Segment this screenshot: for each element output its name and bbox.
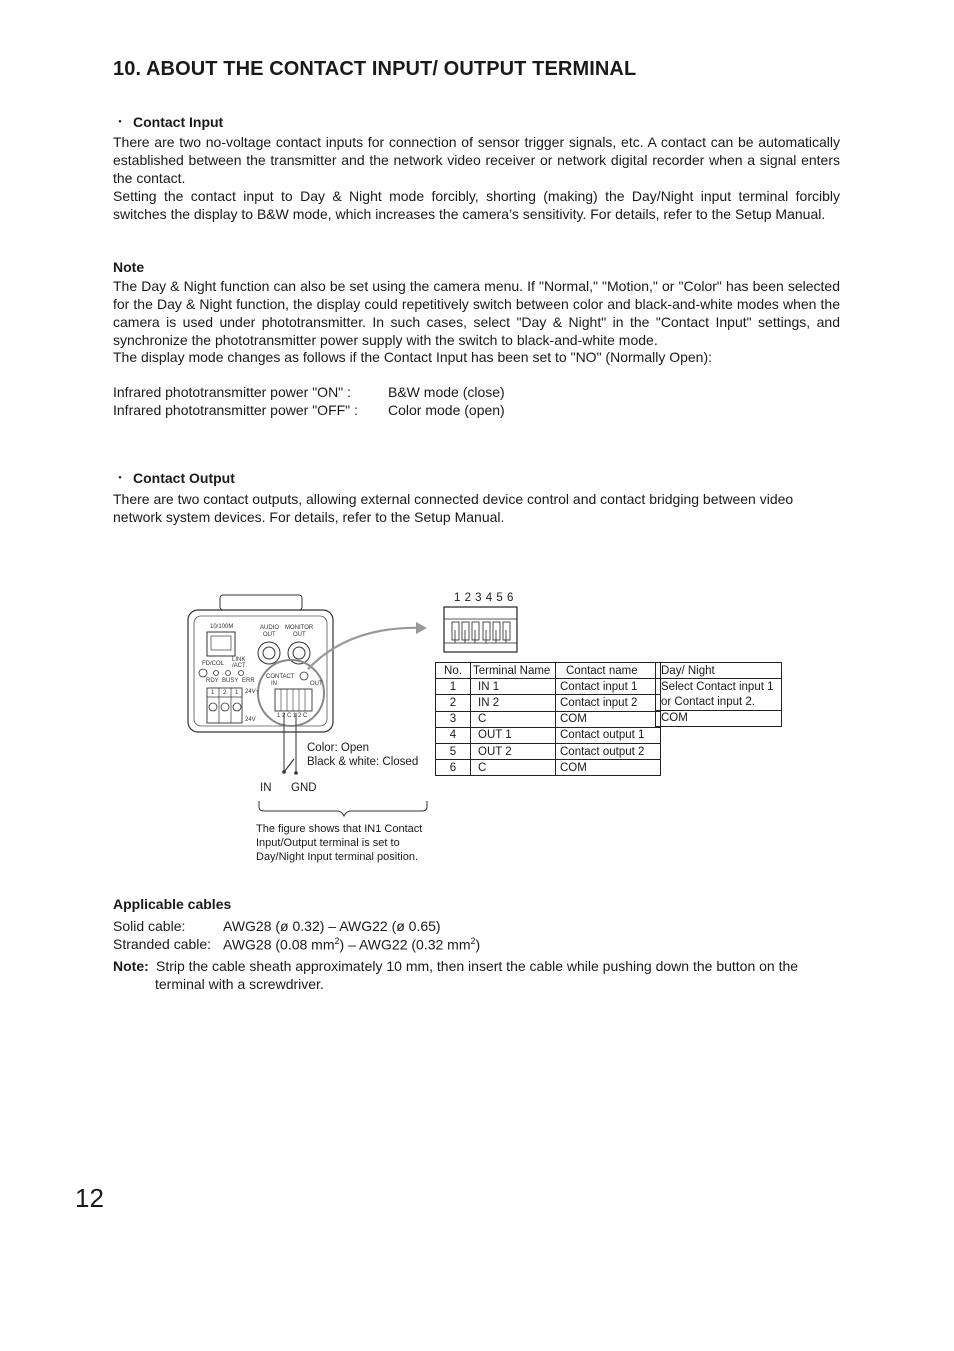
cell-terminal: C [471,711,556,727]
cable-note-label: Note: [113,958,149,974]
lan-port-inner [211,636,231,650]
table-row [436,743,661,759]
cable-note-text-1: Strip the cable sheath approximately 10 mm, then insert the cable while pushing down the button on the [156,958,799,974]
err-led [239,671,244,676]
label-lan: 10/100M [210,624,234,630]
gnd-label: GND [291,782,317,794]
label-link-1: LINK [232,657,246,663]
table-row [436,679,661,695]
label-24vac: 24V~ [245,689,260,695]
figure-caption [256,822,422,864]
camera-rear-panel-diagram [180,585,470,825]
label-24vdc: 24V [245,717,256,723]
monitor-out-jack-inner [293,647,305,659]
contact-input-para-2: Setting the contact input to Day & Night mode forcibly, shorting (making) the Day/Night input terminal forcibly switches the display to B&W mode, which increases the camera’s sensitivity. For details, refer to the Setup Manual. [113,188,840,222]
ir-on-value: B&W mode (close) [388,384,505,400]
stranded-cable-value [223,936,480,953]
fdcol-button [199,669,207,677]
cell-contact: Contact input 1 [556,679,661,695]
label-err: ERR [242,678,255,684]
contact-input-heading [113,112,223,132]
label-contact: CONTACT [266,674,295,680]
table-row [436,760,661,776]
stranded-c: ) [475,936,481,953]
label-pwr-3: 1 [235,690,239,696]
day-night-table [655,662,782,727]
dn-header: Day/ Night [656,663,782,679]
bullet: ・ [113,114,127,130]
ir-off-value: Color mode (open) [388,402,505,418]
note-text-2: The display mode changes as follows if the Contact Input has been set to "NO" (Normally Open): [113,349,713,365]
label-in: IN [271,681,277,687]
cell-no: 1 [436,679,471,695]
switch-lever [284,759,294,772]
label-pwr-1: 1 [211,690,215,696]
label-audio-1: AUDIO [260,625,280,631]
caption-line-2: Input/Output terminal is set to [256,837,400,849]
cell-terminal: C [471,760,556,776]
label-out: OUT [310,681,323,687]
dn-com: COM [656,710,782,726]
superscript: 2 [334,936,340,946]
ir-off-label: Infrared phototransmitter power "OFF" : [113,402,358,418]
note-text: The Day & Night function can also be set using the camera menu. If "Normal," "Motion," or "Color" has been selected for the Day & Night function, the display could repetitively switch between color and black-and-white modes when the camera is used under phototransmitter. In such cases, select "Day & Night" in the "Contact Input" settings, and synchronize the phototransmitter power supply with the switch to black-and-white mode. [113,278,840,348]
solid-cable-value: AWG28 (ø 0.32) – AWG22 (ø 0.65) [223,918,441,934]
label-monitor-1: MONITOR [285,625,314,631]
label-rdy: RDY [206,678,219,684]
label-monitor-2: OUT [293,632,306,638]
table-row [436,695,661,711]
contact-terminal-block [275,689,312,711]
caption-line-1: The figure shows that IN1 Contact [256,823,423,835]
label-pins: 1 2 C 1 2 C [277,713,308,719]
cell-terminal: OUT 1 [471,727,556,743]
terminal-block-enlarged [443,606,519,654]
cell-no: 6 [436,760,471,776]
cables-title: Applicable cables [113,896,232,912]
cell-contact: Contact output 1 [556,727,661,743]
cell-contact: COM [556,760,661,776]
audio-out-jack-inner [263,647,275,659]
label-link-2: /ACT [232,663,246,669]
cable-note-text-2: terminal with a screwdriver. [155,976,324,992]
caption-line-3: Day/Night Input terminal position. [256,851,419,863]
cell-terminal: IN 1 [471,679,556,695]
color-open-label: Color: Open [307,742,370,754]
label-pwr-2: 2 [223,690,227,696]
cell-no: 4 [436,727,471,743]
bw-closed-label: Black & white: Closed [307,756,419,768]
page-heading: 10. ABOUT THE CONTACT INPUT/ OUTPUT TERMINAL [113,58,637,80]
note-title: Note [113,259,145,275]
cell-no: 2 [436,695,471,711]
stranded-cable-label: Stranded cable: [113,936,212,952]
th-no: No. [436,663,471,679]
zoom-arrow-head [416,622,427,634]
terminal-table [435,662,661,776]
contact-button [300,672,308,680]
cell-terminal: OUT 2 [471,743,556,759]
label-busy: BUSY [222,678,239,684]
cell-no: 3 [436,711,471,727]
th-terminal-name: Terminal Name [471,663,556,679]
rdy-led [214,671,219,676]
camera-top-mount [220,595,302,610]
th-contact-name: Contact name [556,663,661,679]
label-audio-2: OUT [263,632,276,638]
audio-out-jack [258,642,280,664]
cell-contact: Contact output 2 [556,743,661,759]
page-number: 12 [75,1183,104,1213]
stranded-a: AWG28 (0.08 mm [223,936,335,953]
superscript: 2 [470,936,476,946]
zoom-arrow [308,628,425,669]
cell-contact: COM [556,711,661,727]
table-header-row [436,663,661,679]
ir-on-label: Infrared phototransmitter power "ON" : [113,384,351,400]
stranded-b: ) – AWG22 (0.32 mm [339,936,471,953]
busy-led [226,671,231,676]
contact-output-text: There are two contact outputs, allowing external connected device control and contact bridging between video network system devices. For details, refer to the Setup Manual. [113,491,794,525]
contact-output-heading [113,468,235,488]
cell-contact: Contact input 2 [556,695,661,711]
brace [259,801,427,816]
solid-cable-label: Solid cable: [113,918,186,934]
cell-terminal: IN 2 [471,695,556,711]
dn-select-1: Select Contact input 1 [656,679,782,695]
contact-input-para-1: There are two no-voltage contact inputs for connection of sensor trigger signals, etc. A contact can be automatically established between the transmitter and the network video receiver or network digital recorder when a signal enters the contact. [113,134,840,186]
bullet: ・ [113,470,127,486]
table-row [436,727,661,743]
in-label: IN [260,782,272,794]
dn-select-2: or Contact input 2. [656,694,782,710]
contact-output-title: Contact Output [133,470,235,486]
cell-no: 5 [436,743,471,759]
table-row [436,711,661,727]
contact-input-title: Contact Input [133,114,224,130]
label-fdcol: FD/COL [202,661,225,667]
pin-numbers: 1 2 3 4 5 6 [454,592,514,604]
